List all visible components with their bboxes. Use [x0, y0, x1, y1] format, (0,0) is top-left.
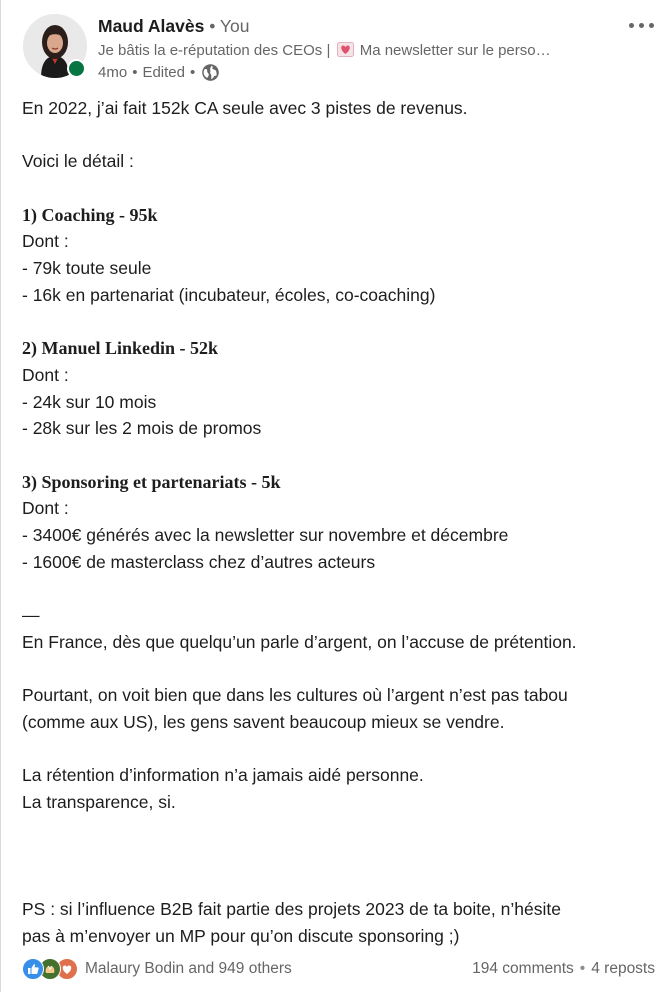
post-section-heading: 2) Manuel Linkedin - 52k	[22, 338, 219, 359]
reactors-count[interactable]: Malaury Bodin and 949 others	[85, 960, 292, 977]
meta-separator-2: •	[190, 64, 196, 81]
more-horizontal-icon-dot	[639, 23, 644, 28]
post-line: pas à m’envoyer un MP pour qu’on discute sponsoring ;)	[22, 925, 460, 946]
post-line: Voici le détail :	[22, 151, 134, 172]
connection-degree: You	[219, 16, 250, 36]
post-line: —	[22, 605, 40, 626]
post-line: Pourtant, on voit bien que dans les cultures où l’argent n’est pas tabou	[22, 685, 568, 706]
post-line: - 3400€ générés avec la newsletter sur novembre et décembre	[22, 525, 509, 546]
engagement-counts	[472, 958, 655, 980]
post-line: - 1600€ de masterclass chez d’autres acteurs	[22, 551, 376, 572]
engagement-separator: •	[579, 960, 586, 977]
globe-icon[interactable]	[201, 63, 220, 82]
post-blank-line	[22, 576, 662, 603]
post-blank-line	[22, 175, 662, 202]
post-line: Dont :	[22, 231, 69, 252]
author-headline	[98, 42, 608, 59]
heart-emoji-icon	[337, 42, 354, 57]
post-text	[22, 95, 662, 949]
post-line: - 24k sur 10 mois	[22, 391, 157, 412]
headline-text-end: Ma newsletter sur le perso…	[359, 42, 551, 59]
post-blank-line	[22, 736, 662, 763]
post-line: Dont :	[22, 498, 69, 519]
post-blank-line	[22, 442, 662, 469]
post-blank-line	[22, 843, 662, 870]
post-blank-line	[22, 309, 662, 336]
more-options-button[interactable]	[621, 14, 661, 36]
post-blank-line	[22, 122, 662, 149]
comments-count[interactable]: 194 comments	[472, 960, 574, 977]
post-blank-line	[22, 816, 662, 843]
post-line: PS : si l’influence B2B fait partie des projets 2023 de ta boite, n’hésite	[22, 898, 561, 919]
reactions-summary[interactable]	[22, 958, 292, 980]
meta-separator: •	[132, 64, 138, 81]
post-blank-line	[22, 656, 662, 683]
post-time[interactable]: 4mo	[98, 64, 128, 81]
post-blank-line	[22, 869, 662, 896]
online-status-indicator	[67, 59, 86, 78]
post-line: - 79k toute seule	[22, 258, 152, 279]
more-horizontal-icon-dot	[629, 23, 634, 28]
post-line: La rétention d’information n’a jamais aidé personne.	[22, 765, 424, 786]
name-separator: •	[209, 16, 216, 36]
post-line: La transparence, si.	[22, 792, 176, 813]
post-section-heading: 1) Coaching - 95k	[22, 204, 158, 225]
post-line: - 16k en partenariat (incubateur, écoles, co-coaching)	[22, 284, 436, 305]
post-line: En France, dès que quelqu’un parle d’argent, on l’accuse de prétention.	[22, 631, 577, 652]
reposts-count[interactable]: 4 reposts	[591, 960, 655, 977]
post-line: (comme aux US), les gens savent beaucoup mieux se vendre.	[22, 712, 505, 733]
headline-text-start: Je bâtis la e-réputation des CEOs |	[98, 42, 331, 59]
post-meta	[98, 63, 220, 82]
post-section-heading: 3) Sponsoring et partenariats - 5k	[22, 471, 281, 492]
edited-label: Edited	[142, 64, 185, 81]
post-line: Dont :	[22, 364, 69, 385]
post-line: - 28k sur les 2 mois de promos	[22, 418, 262, 439]
author-name-line	[98, 16, 249, 37]
post-line: En 2022, j’ai fait 152k CA seule avec 3 pistes de revenus.	[22, 98, 468, 118]
more-horizontal-icon-dot	[649, 23, 654, 28]
like-reaction-icon	[22, 958, 44, 980]
author-name[interactable]: Maud Alavès	[98, 16, 205, 36]
